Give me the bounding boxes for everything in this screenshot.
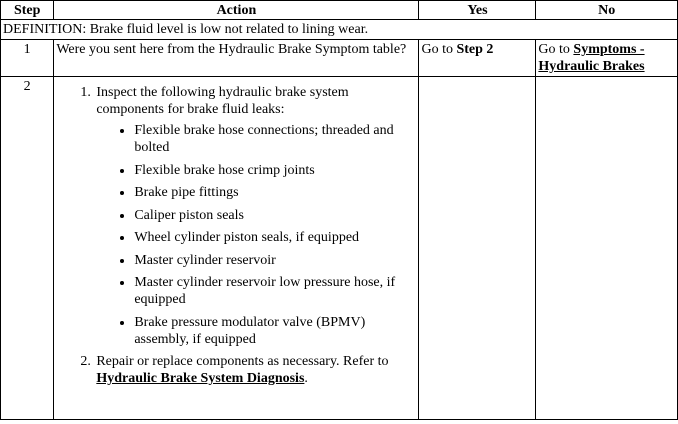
list-item: • Master cylinder reservoir low pressure hose, if equipped xyxy=(134,274,416,308)
table-row xyxy=(1,40,678,77)
symptoms-hydraulic-brakes-link[interactable]: Symptoms - Hydraulic Brakes xyxy=(538,42,645,74)
header-action: Action xyxy=(54,1,419,20)
yes-prefix: Go to xyxy=(421,42,457,57)
list-item: • Flexible brake hose connections; threaded and bolted xyxy=(134,122,416,156)
step-2-link[interactable]: Step 2 xyxy=(456,42,494,57)
list-item: • Wheel cylinder piston seals, if equipped xyxy=(134,229,416,246)
header-row xyxy=(1,1,678,20)
no-prefix: Go to xyxy=(538,42,574,57)
list-item: • Flexible brake hose crimp joints xyxy=(134,162,416,179)
hydraulic-brake-system-diagnosis-link[interactable]: Hydraulic Brake System Diagnosis xyxy=(96,371,305,386)
definition-row xyxy=(1,20,678,40)
list-item: • Brake pipe fittings xyxy=(134,184,416,201)
step-2-end: . xyxy=(304,371,308,386)
definition-text: DEFINITION: Brake fluid level is low not related to lining wear. xyxy=(1,20,678,40)
action-steps xyxy=(56,84,416,387)
no-cell xyxy=(536,40,678,77)
header-yes: Yes xyxy=(419,1,536,20)
action-step-2 xyxy=(94,353,416,387)
action-cell xyxy=(54,77,419,420)
table-row xyxy=(1,77,678,420)
step-number: 1 xyxy=(1,40,54,77)
action-cell: Were you sent here from the Hydraulic Brake Symptom table? xyxy=(54,40,419,77)
header-step: Step xyxy=(1,1,54,20)
component-list xyxy=(96,122,416,348)
step-2-text: Repair or replace components as necessary. Refer to xyxy=(96,354,389,369)
yes-cell xyxy=(419,40,536,77)
list-item: • Caliper piston seals xyxy=(134,207,416,224)
list-item: • Master cylinder reservoir xyxy=(134,252,416,269)
step-number: 2 xyxy=(1,77,54,420)
action-step-1 xyxy=(94,84,416,348)
yes-cell xyxy=(419,77,536,420)
header-no: No xyxy=(536,1,678,20)
no-cell xyxy=(536,77,678,420)
step-1-text: Inspect the following hydraulic brake system components for brake fluid leaks: xyxy=(96,85,349,117)
list-item: • Brake pressure modulator valve (BPMV) assembly, if equipped xyxy=(134,314,416,348)
